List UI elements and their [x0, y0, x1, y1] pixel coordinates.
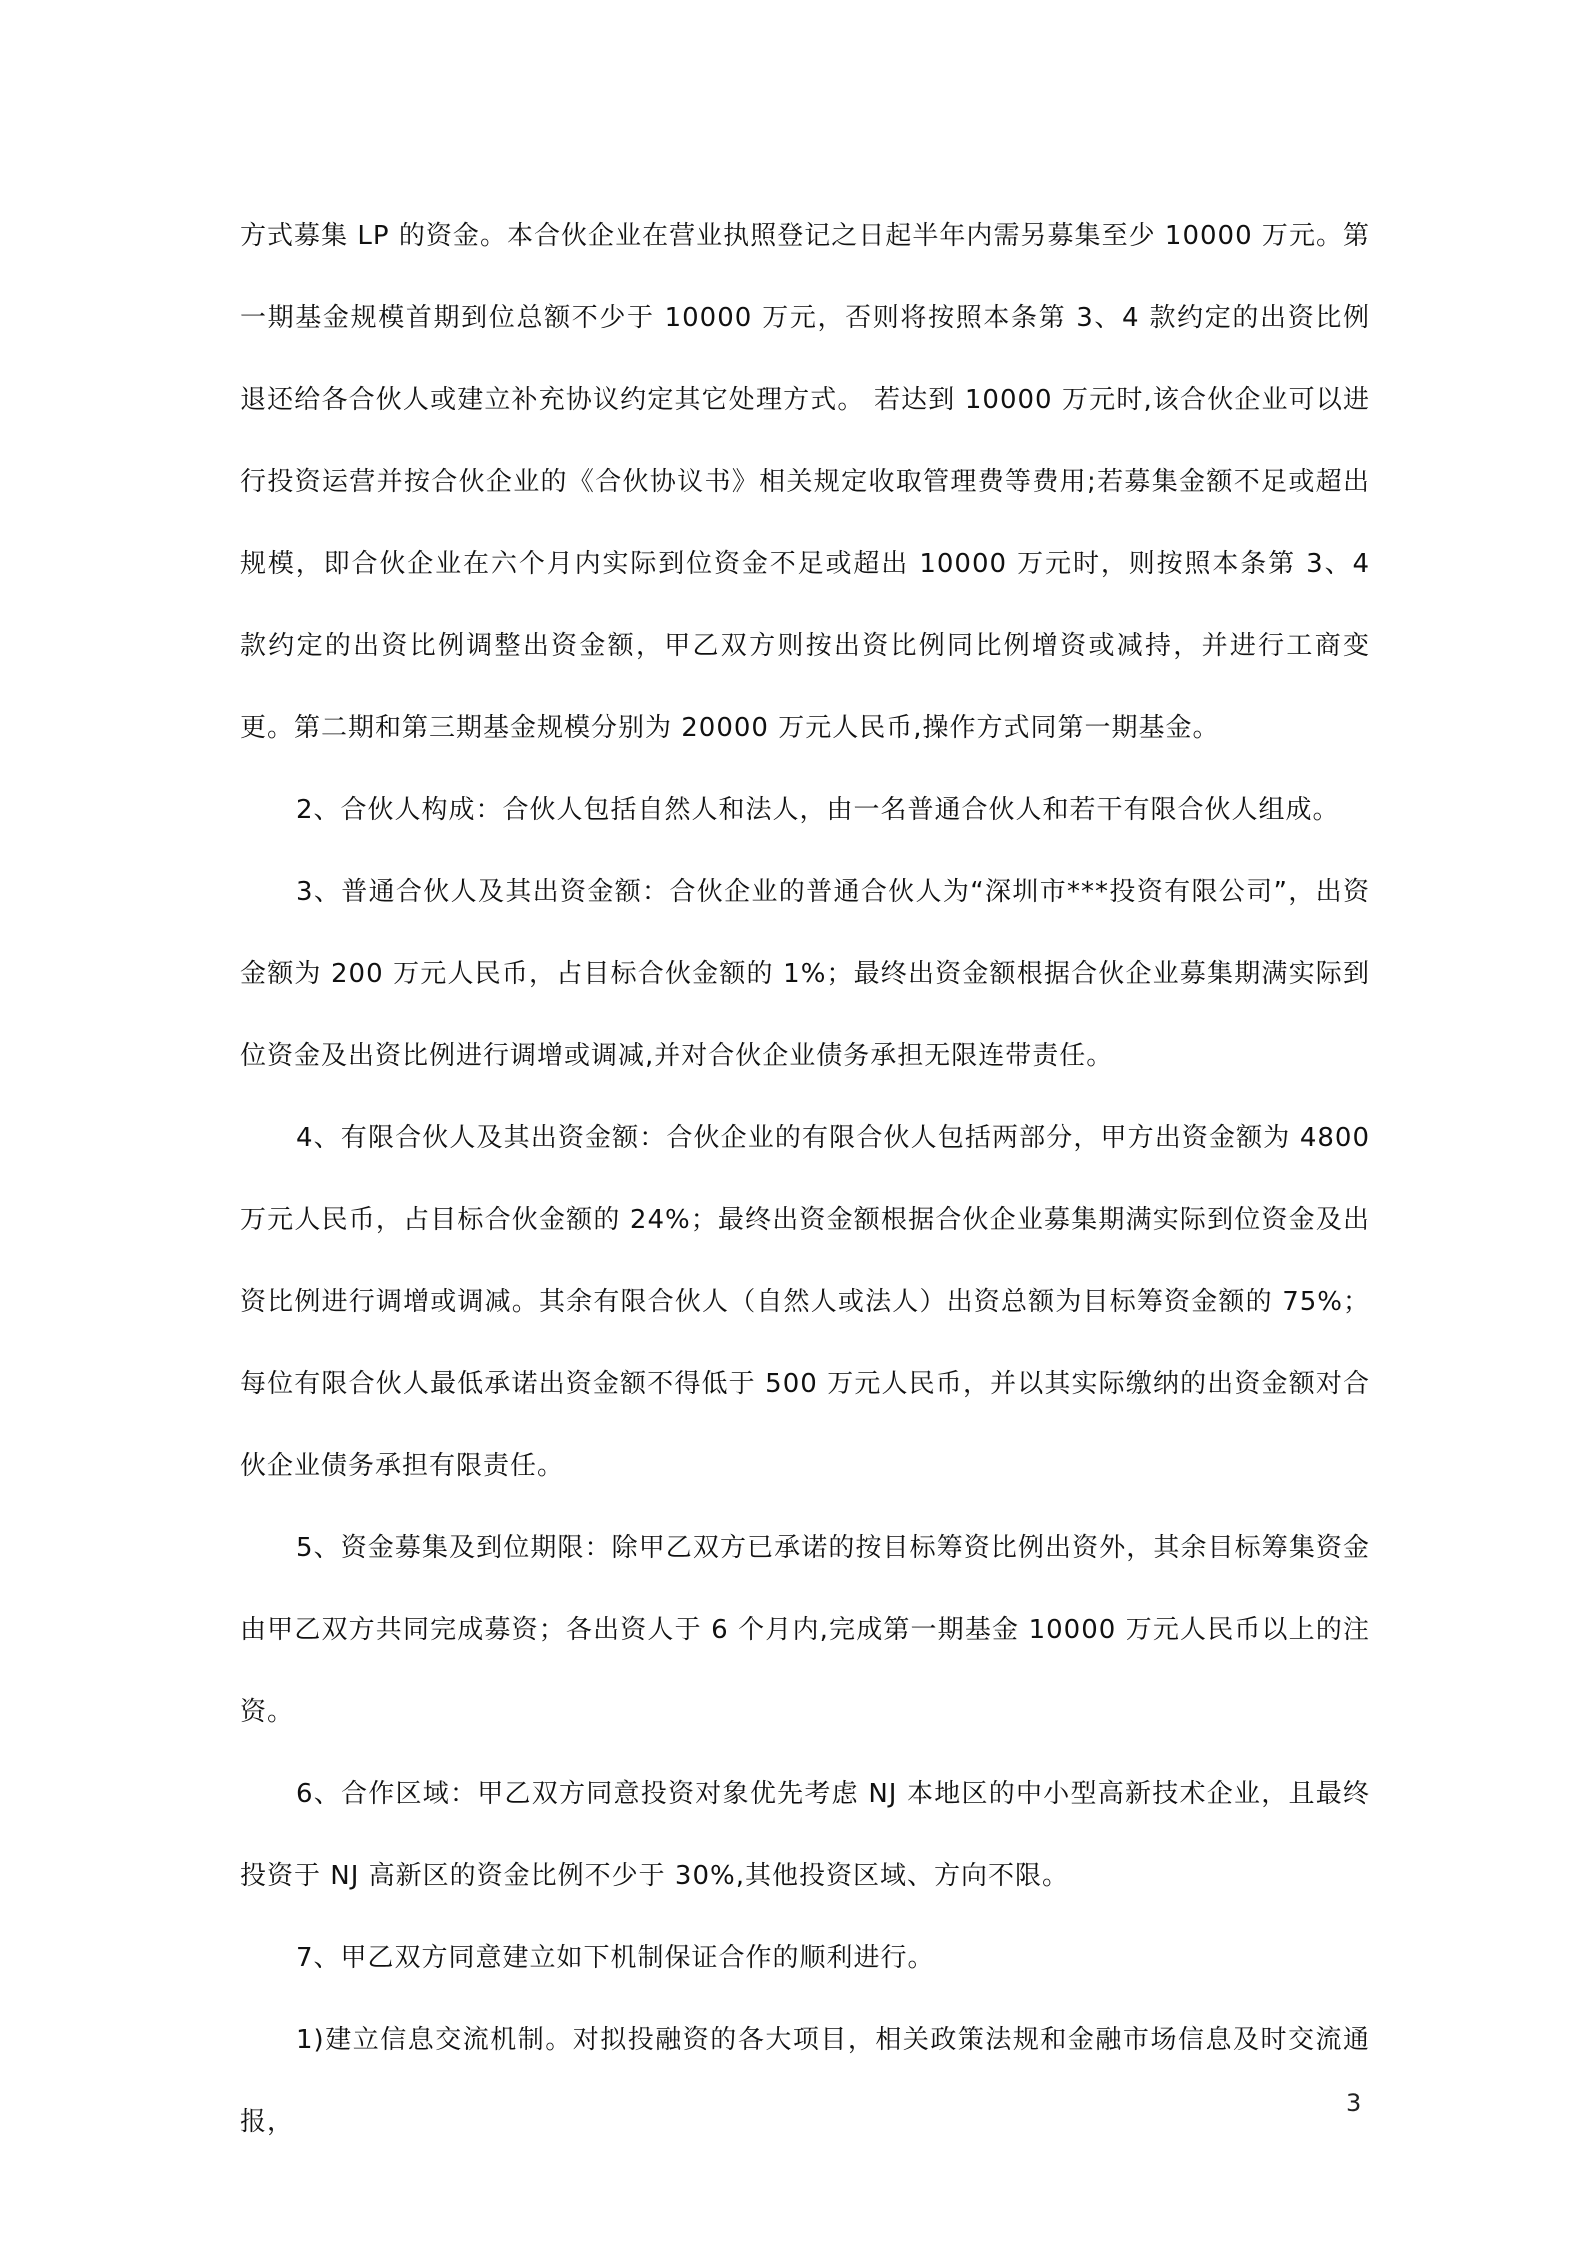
- paragraph-fundraising-deadline: 5、资金募集及到位期限：除甲乙双方已承诺的按目标筹资比例出资外，其余目标筹集资金由甲乙双方共同完成募资；各出资人于 6 个月内,完成第一期基金 10000 万元人民币以上的注资。: [240, 1533, 1370, 1727]
- paragraph-cooperation-region: 6、合作区域：甲乙双方同意投资对象优先考虑 NJ 本地区的中小型高新技术企业，且最终投资于 NJ 高新区的资金比例不少于 30%,其他投资区域、方向不限。: [240, 1779, 1370, 1891]
- paragraph-limited-partner: 4、有限合伙人及其出资金额：合伙企业的有限合伙人包括两部分，甲方出资金额为 4800 万元人民币，占目标合伙金额的 24%；最终出资金额根据合伙企业募集期满实际到位资金及出资比例进行调增或调减。其余有限合伙人（自然人或法人）出资总额为目标筹资金额的 75%；每位有限合伙人最低承诺出资金额不得低于 500 万元人民币，并以其实际缴纳的出资金额对合伙企业债务承担有限责任。: [240, 1123, 1370, 1481]
- paragraph-fund-raising: 方式募集 LP 的资金。本合伙企业在营业执照登记之日起半年内需另募集至少 10000 万元。第一期基金规模首期到位总额不少于 10000 万元，否则将按照本条第 3、4 款约定的出资比例退还给各合伙人或建立补充协议约定其它处理方式。 若达到 10000 万元时,该合伙企业可以进行投资运营并按合伙企业的《合伙协议书》相关规定收取管理费等费用;若募集金额不足或超出规模，即合伙企业在六个月内实际到位资金不足或超出 10000 万元时，则按照本条第 3、4 款约定的出资比例调整出资金额，甲乙双方则按出资比例同比例增资或减持，并进行工商变更。第二期和第三期基金规模分别为 20000 万元人民币,操作方式同第一期基金。: [240, 221, 1370, 743]
- paragraph-partner-composition: 2、合伙人构成：合伙人包括自然人和法人，由一名普通合伙人和若干有限合伙人组成。: [296, 795, 1340, 825]
- document-body: [240, 195, 1370, 2163]
- paragraph-information-exchange: 1)建立信息交流机制。对拟投融资的各大项目，相关政策法规和金融市场信息及时交流通报，: [240, 2025, 1370, 2137]
- page-number: 3: [1346, 2089, 1362, 2117]
- paragraph-general-partner: 3、普通合伙人及其出资金额：合伙企业的普通合伙人为“深圳市***投资有限公司”，出资金额为 200 万元人民币，占目标合伙金额的 1%；最终出资金额根据合伙企业募集期满实际到位资金及出资比例进行调增或调减,并对合伙企业债务承担无限连带责任。: [240, 877, 1370, 1071]
- paragraph-cooperation-mechanism: 7、甲乙双方同意建立如下机制保证合作的顺利进行。: [296, 1943, 935, 1973]
